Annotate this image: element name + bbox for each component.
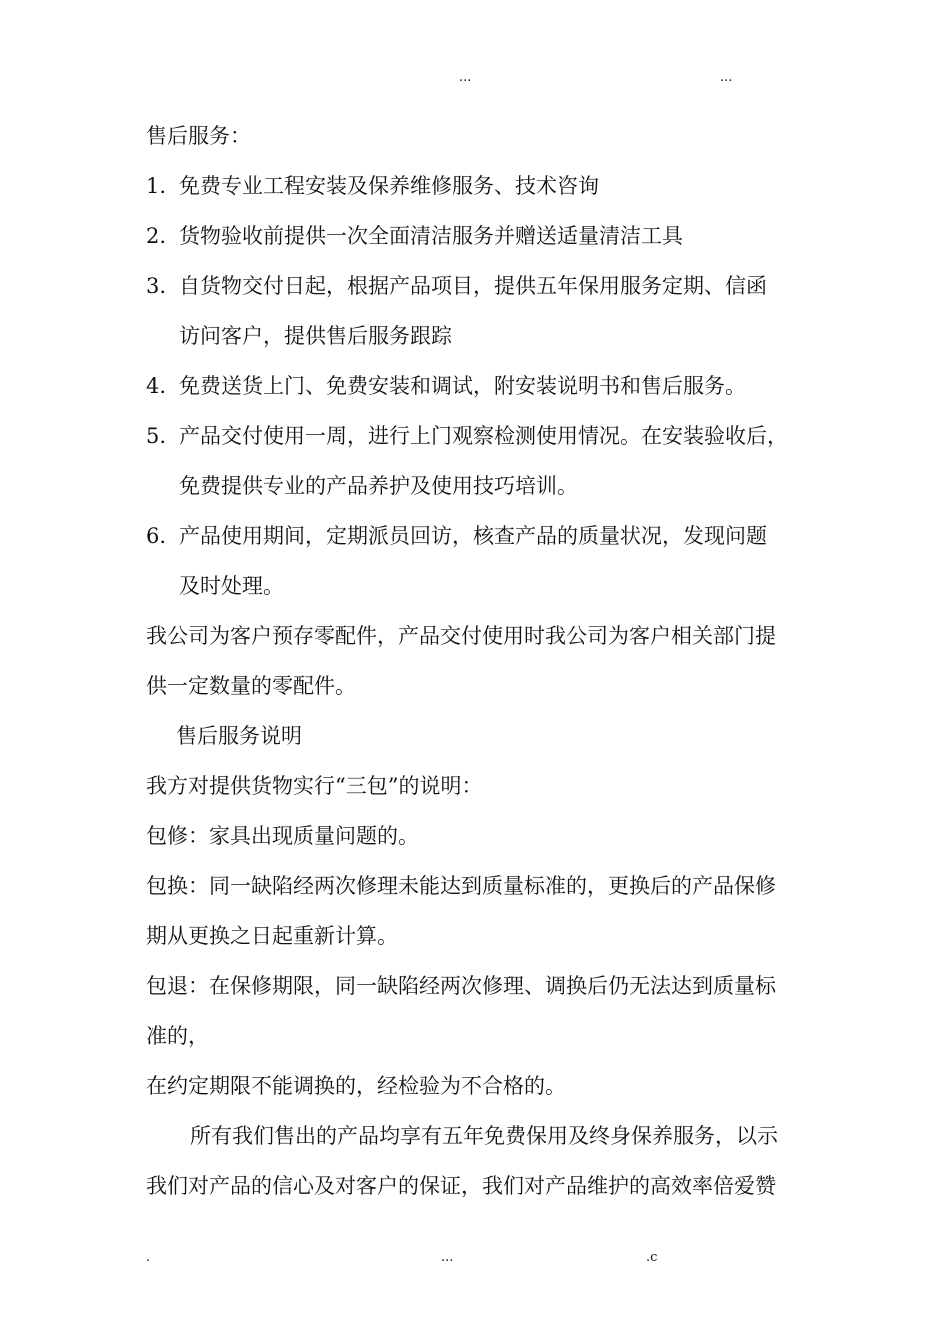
refund-guarantee-line-3: 在约定期限不能调换的，经检验为不合格的。 xyxy=(146,1074,566,1098)
list-item-text: 免费专业工程安装及保养维修服务、技术咨询 xyxy=(179,174,599,198)
list-number: 1. xyxy=(146,174,167,198)
list-item-2 xyxy=(146,211,811,261)
list-item-4 xyxy=(146,361,811,411)
closing-paragraph-line-2: 我们对产品的信心及对客户的保证，我们对产品维护的高效率倍爱赞 xyxy=(146,1174,776,1198)
three-guarantees-intro: 我方对提供货物实行“三包”的说明： xyxy=(146,774,483,798)
footer-mark-center: ... xyxy=(441,1250,454,1265)
footer-mark-right: .c xyxy=(646,1250,658,1265)
refund-guarantee-line-2: 准的， xyxy=(146,1024,209,1048)
subheading: 售后服务说明 xyxy=(176,724,302,748)
list-item-text: 自货物交付日起，根据产品项目，提供五年保用服务定期、信函 xyxy=(179,274,767,298)
header-mark-right: ... xyxy=(720,70,733,85)
service-list xyxy=(146,161,811,611)
list-item-continuation: 访问客户，提供售后服务跟踪 xyxy=(179,324,452,348)
exchange-guarantee-line-2: 期从更换之日起重新计算。 xyxy=(146,924,398,948)
document-body xyxy=(146,111,811,1211)
section-heading: 售后服务： xyxy=(146,124,251,148)
refund-guarantee-line-1: 包退：在保修期限，同一缺陷经两次修理、调换后仍无法达到质量标 xyxy=(146,974,776,998)
list-item-continuation: 免费提供专业的产品养护及使用技巧培训。 xyxy=(179,474,578,498)
list-number: 4. xyxy=(146,374,167,398)
spare-parts-paragraph-line-2: 供一定数量的零配件。 xyxy=(146,674,356,698)
closing-paragraph-line-1: 所有我们售出的产品均享有五年免费保用及终身保养服务，以示 xyxy=(190,1124,778,1148)
list-item-text: 产品交付使用一周，进行上门观察检测使用情况。在安装验收后， xyxy=(179,424,788,448)
list-number: 2. xyxy=(146,224,167,248)
list-item-3 xyxy=(146,261,811,361)
list-item-6 xyxy=(146,511,811,611)
footer-mark-left: . xyxy=(146,1250,151,1265)
list-item-text: 产品使用期间，定期派员回访，核查产品的质量状况，发现问题 xyxy=(179,524,767,548)
exchange-guarantee-line-1: 包换：同一缺陷经两次修理未能达到质量标准的，更换后的产品保修 xyxy=(146,874,776,898)
list-item-text: 货物验收前提供一次全面清洁服务并赠送适量清洁工具 xyxy=(179,224,683,248)
spare-parts-paragraph-line-1: 我公司为客户预存零配件，产品交付使用时我公司为客户相关部门提 xyxy=(146,624,776,648)
list-item-5 xyxy=(146,411,811,511)
repair-guarantee: 包修：家具出现质量问题的。 xyxy=(146,824,419,848)
list-item-continuation: 及时处理。 xyxy=(179,574,284,598)
list-number: 6. xyxy=(146,524,167,548)
header-mark-left: ... xyxy=(459,70,472,85)
list-number: 5. xyxy=(146,424,167,448)
list-item-1 xyxy=(146,161,811,211)
list-number: 3. xyxy=(146,274,167,298)
list-item-text: 免费送货上门、免费安装和调试，附安装说明书和售后服务。 xyxy=(179,374,746,398)
